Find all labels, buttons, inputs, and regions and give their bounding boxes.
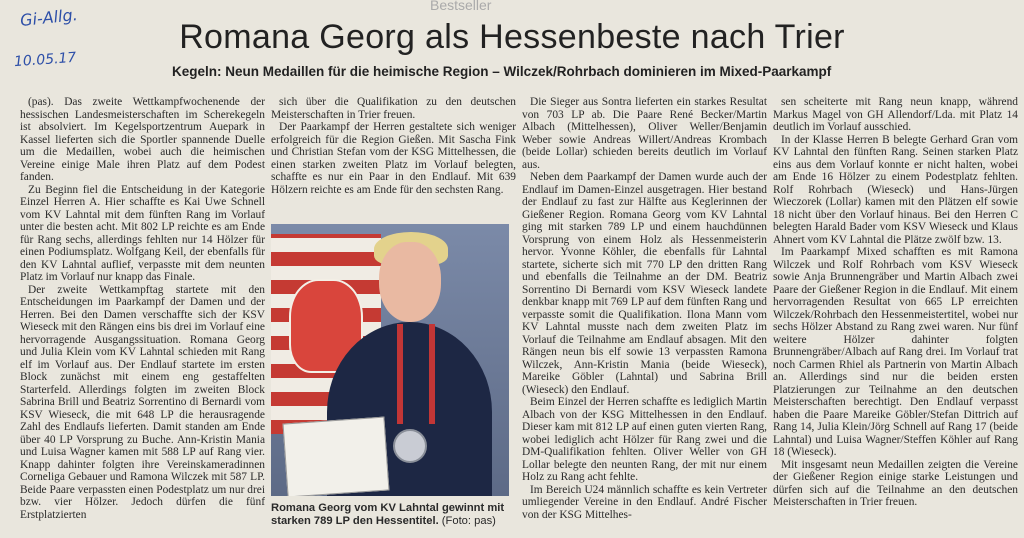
paragraph: Neben dem Paarkampf der Damen wurde auch der Endlauf im Damen-Einzel ausgetragen. Hier bestand der Endlauf zu fast zur Hälfte aus Keglerinnen der Gießener Region. Romana Georg vom KV Lahntal ging mit starken 789 LP und einem hauchdünnen Vorsprung von einem Holz als Hessenmeisterin hervor. Yvonne Köhler, die ebenfalls für Lahntal startete, sicherte sich mit 770 LP den dritten Rang und ebenfalls die Teilnahme an der DM. Beatriz Sorrentino Di Bernardi vom KSV Wieseck landete denkbar knapp mit 769 LP auf dem fünften Rang und verpasste somit die Qualifikation. Ilona Mann vom KV Lahntal musste nach dem zweiten Platz im Vorlauf die Teilnahme am Endlauf absagen. Mit den Rängen neun bis elf sowie 13 verpassten Ramona Wilczek, Ann-Kristin Mania (beide Wieseck), Mareike Göbler (Lahntal) und Sabrina Brill (Wieseck) den Endlauf. (522, 171, 767, 396)
handwritten-date-note: 10.05.17 (13, 49, 77, 71)
medal-ribbon (397, 324, 435, 424)
paragraph: Die Sieger aus Sontra lieferten ein starkes Resultat von 703 LP ab. Die Paare René Becker/Martin Albach (Mittelhessen), Oliver Weller/Benjamin Weber sowie Andreas Willert/Andreas Krombach (beide Lollar) schieden bereits deutlich im Vorlauf aus. (522, 96, 767, 171)
text-column-4 (773, 96, 1018, 536)
paragraph: Im Paarkampf Mixed schafften es mit Ramona Wilczek und Rolf Rohrbach vom KSV Wieseck sowie Anja Brunnengräber und Martin Albach zwei Paare der Gießener Region in die Endlauf. Mit einem hervorragenden Resultat von 665 LP erreichten Wilczek/Rohrbach den Hessenmeistertitel, wobei nur sechs Hölzer Abstand zu Rang zwei waren. Nur fünf weitere Hölzer dahinter folgten Brunnengräber/Albach auf Rang drei. Im Vorlauf trat noch Carmen Rhiel als Partnerin von Martin Albach an. Allerdings sind nur die beiden ersten Platzierungen zur Teilnahme an den deutschen Meisterschaften berechtigt. Den Endlauf verpasst haben die Paare Mareike Göbler/Stefan Dittrich auf Rang 14, Julia Klein/Jörg Schnell auf Rang 17 (beide Lahntal) und Luisa Wagner/Steffen Köhler auf Rang 18 (Wieseck). (773, 246, 1018, 458)
paragraph: sen scheiterte mit Rang neun knapp, während Markus Magel von GH Allendorf/Lda. mit Platz 14 deutlich im Vorlauf ausschied. (773, 96, 1018, 133)
paragraph: Der zweite Wettkampftag startete mit den Entscheidungen im Paarkampf der Damen und der Herren. Bei den Damen verschaffte sich der KSV Wieseck mit den Rängen eins bis drei im Vorlauf eine hervorragende Ausgangssituation. Romana Georg und Julia Klein vom KV Lahntal schieden mit Rang elf im Vorlauf aus. Der Endlauf startete im ersten Block zunächst mit einem eng gestaffelten Starterfeld. Allerdings folgten im zweiten Block Sabrina Brill und Beatriz Sorrentino di Bernardi vom KSV Wieseck, die mit 648 LP die herausragende Zahl des Endlaufs lieferten. Damit standen am Ende über 40 LP Vorsprung zu Buche. Ann-Kristin Mania und Luisa Wagner kamen mit 588 LP auf Rang vier. Knapp dahinter folgten ihre Vereinskameradinnen Corneliga Gebauer und Ramona Wilczek mit 587 LP. Beide Paare verpassten einen Podestplatz um nur drei bzw. vier Hölzer. Jedoch dürfen die fünf Erstplatzierten (20, 283, 265, 521)
text-column-1 (20, 96, 265, 536)
cut-off-top-strip: Bestseller (430, 0, 492, 12)
photo-credit: (Foto: pas) (441, 514, 496, 527)
article-photo (271, 224, 509, 496)
paragraph: Der Paarkampf der Herren gestaltete sich weniger erfolgreich für die Region Gießen. Mit Sascha Fink und Christian Stefan vom der KSG Mittelhessen, die einen starken zweiten Platz im Vorlauf belegten, schaffte es nur ein Paar in den Endlauf. Mit 639 Hölzern reichte es am Ende für den sechsten Rang. (271, 121, 516, 196)
paragraph: Im Bereich U24 männlich schaffte es kein Vertreter umliegender Vereine in den Endlauf. André Fischer von der KSG Mittelhes- (522, 483, 767, 521)
person-face (379, 242, 441, 322)
photo-caption (271, 502, 511, 527)
paragraph: sich über die Qualifikation zu den deutschen Meisterschaften in Trier freuen. (271, 96, 516, 121)
handwritten-source-note: Gi-Allg. (19, 5, 79, 30)
caption-text: Romana Georg vom KV Lahntal gewinnt mit starken 789 LP den Hessentitel. (271, 502, 505, 527)
certificate (283, 417, 390, 496)
article-subheadline: Kegeln: Neun Medaillen für die heimische Region – Wilczek/Rohrbach dominieren im Mixed-Paarkampf (172, 64, 832, 79)
paragraph: Zu Beginn fiel die Entscheidung in der Kategorie Einzel Herren A. Hier schaffte es Kai Uwe Schnell vom KV Lahntal mit dem fünften Rang im Vorlauf unter die besten acht. Mit 802 LP reichte es am Ende für Rang sechs, allerdings fehlten nur 14 Hölzer für einen Podiumsplatz. Wolfgang Keil, der ebenfalls für den KV Lahntal auflief, verpasste mit dem neunten Platz im Vorlauf nur knapp das Finale. (20, 183, 265, 283)
paragraph: (pas). Das zweite Wettkampfwochenende der hessischen Landesmeisterschaften im Scherekegeln ist absolviert. Im Kegelsportzentrum Auepark in Kassel lieferten sich die Sportler spannende Duelle um die Medaillen, wobei auch die heimischen Vereine einige Male ihren Platz auf dem Podest fanden. (20, 96, 265, 183)
paragraph: Mit insgesamt neun Medaillen zeigten die Vereine der Gießener Region einige starke Leistungen und dürfen sich auf die Teilnahme an den deutschen Meisterschaften in Trier freuen. (773, 458, 1018, 508)
paragraph: In der Klasse Herren B belegte Gerhard Gran vom KV Lahntal den fünften Rang. Seinen starken Platz eins aus dem Vorlauf konnte er nicht halten, wobei am Ende 16 Hölzer zu einem Podestplatz fehlten. Rolf Rohrbach (Wieseck) und Hans-Jürgen Wieczorek (Lollar) kamen mit den Plätzen elf sowie 18 nicht über den Vorlauf hinaus. Bei den Herren C belegten Harald Bader vom KSV Wieseck und Klaus Ahnert vom KV Lahntal die Plätze zwölf bzw. 13. (773, 133, 1018, 246)
text-column-2 (271, 96, 516, 221)
article-headline: Romana Georg als Hessenbeste nach Trier (179, 18, 845, 56)
text-column-3 (522, 96, 767, 536)
medal-icon (393, 429, 427, 463)
paragraph: Beim Einzel der Herren schaffte es lediglich Martin Albach von der KSG Mittelhessen in den Endlauf. Dieser kam mit 812 LP auf einen guten vierten Rang, wobei lediglich acht Hölzer für Rang zwei und die DM-Qualifikation fehlten. Oliver Weller von GH Lollar belegte den neunten Rang, der mit nur einem Holz zu Rang acht fehlte. (522, 396, 767, 483)
